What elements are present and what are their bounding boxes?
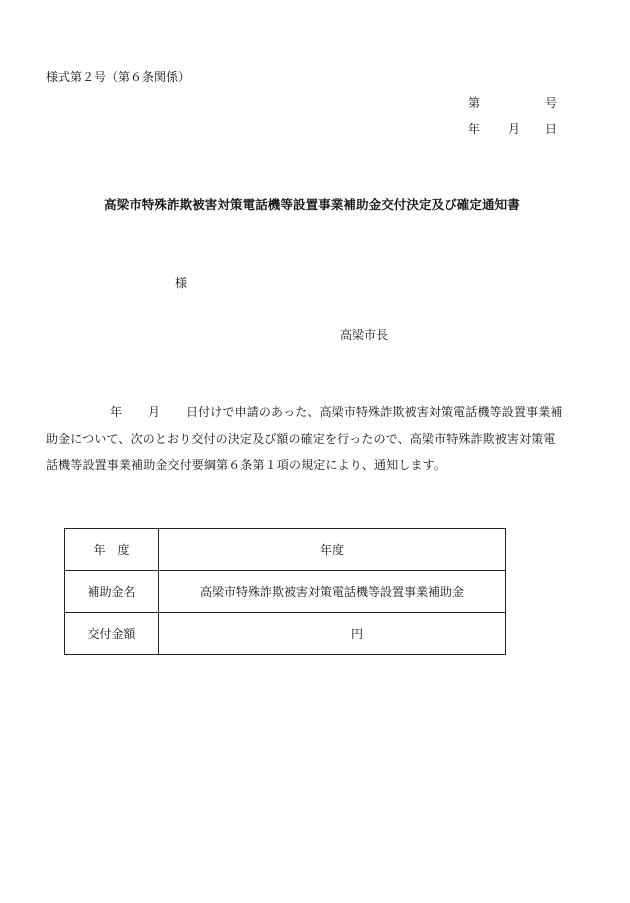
date-month-label: 月 xyxy=(508,122,521,136)
form-number: 様式第２号（第６条関係） xyxy=(46,70,191,84)
table-row xyxy=(65,529,506,571)
document-title: 高梁市特殊詐欺被害対策電話機等設置事業補助金交付決定及び確定通知書 xyxy=(104,197,520,212)
body-date-month: 月 xyxy=(148,405,161,419)
body-line-3: 話機等設置事業補助金交付要綱第６条第１項の規定により、通知します。 xyxy=(46,458,446,472)
body-line-2: 助金について、次のとおり交付の決定及び額の確定を行ったので、高梁市特殊詐欺被害対策電 xyxy=(46,432,556,446)
sender-name: 高梁市長 xyxy=(340,328,389,342)
date-year-label: 年 xyxy=(468,122,481,136)
doc-number-suffix: 号 xyxy=(545,96,558,110)
fiscal-year-value: 年度 xyxy=(159,529,506,571)
fiscal-year-label: 年 度 xyxy=(65,529,159,571)
addressee-suffix: 様 xyxy=(175,276,188,290)
date-day-label: 日 xyxy=(545,122,558,136)
table-row xyxy=(65,571,506,613)
doc-number-prefix: 第 xyxy=(468,96,481,110)
body-line-1: 日付けで申請のあった、高梁市特殊詐欺被害対策電話機等設置事業補 xyxy=(186,405,563,419)
grant-amount-label: 交付金額 xyxy=(65,613,159,655)
subsidy-name-value: 高梁市特殊詐欺被害対策電話機等設置事業補助金 xyxy=(159,571,506,613)
body-date-year: 年 xyxy=(110,405,123,419)
subsidy-info-table xyxy=(64,528,506,655)
table-row xyxy=(65,613,506,655)
grant-amount-value: 円 xyxy=(159,613,506,655)
subsidy-name-label: 補助金名 xyxy=(65,571,159,613)
